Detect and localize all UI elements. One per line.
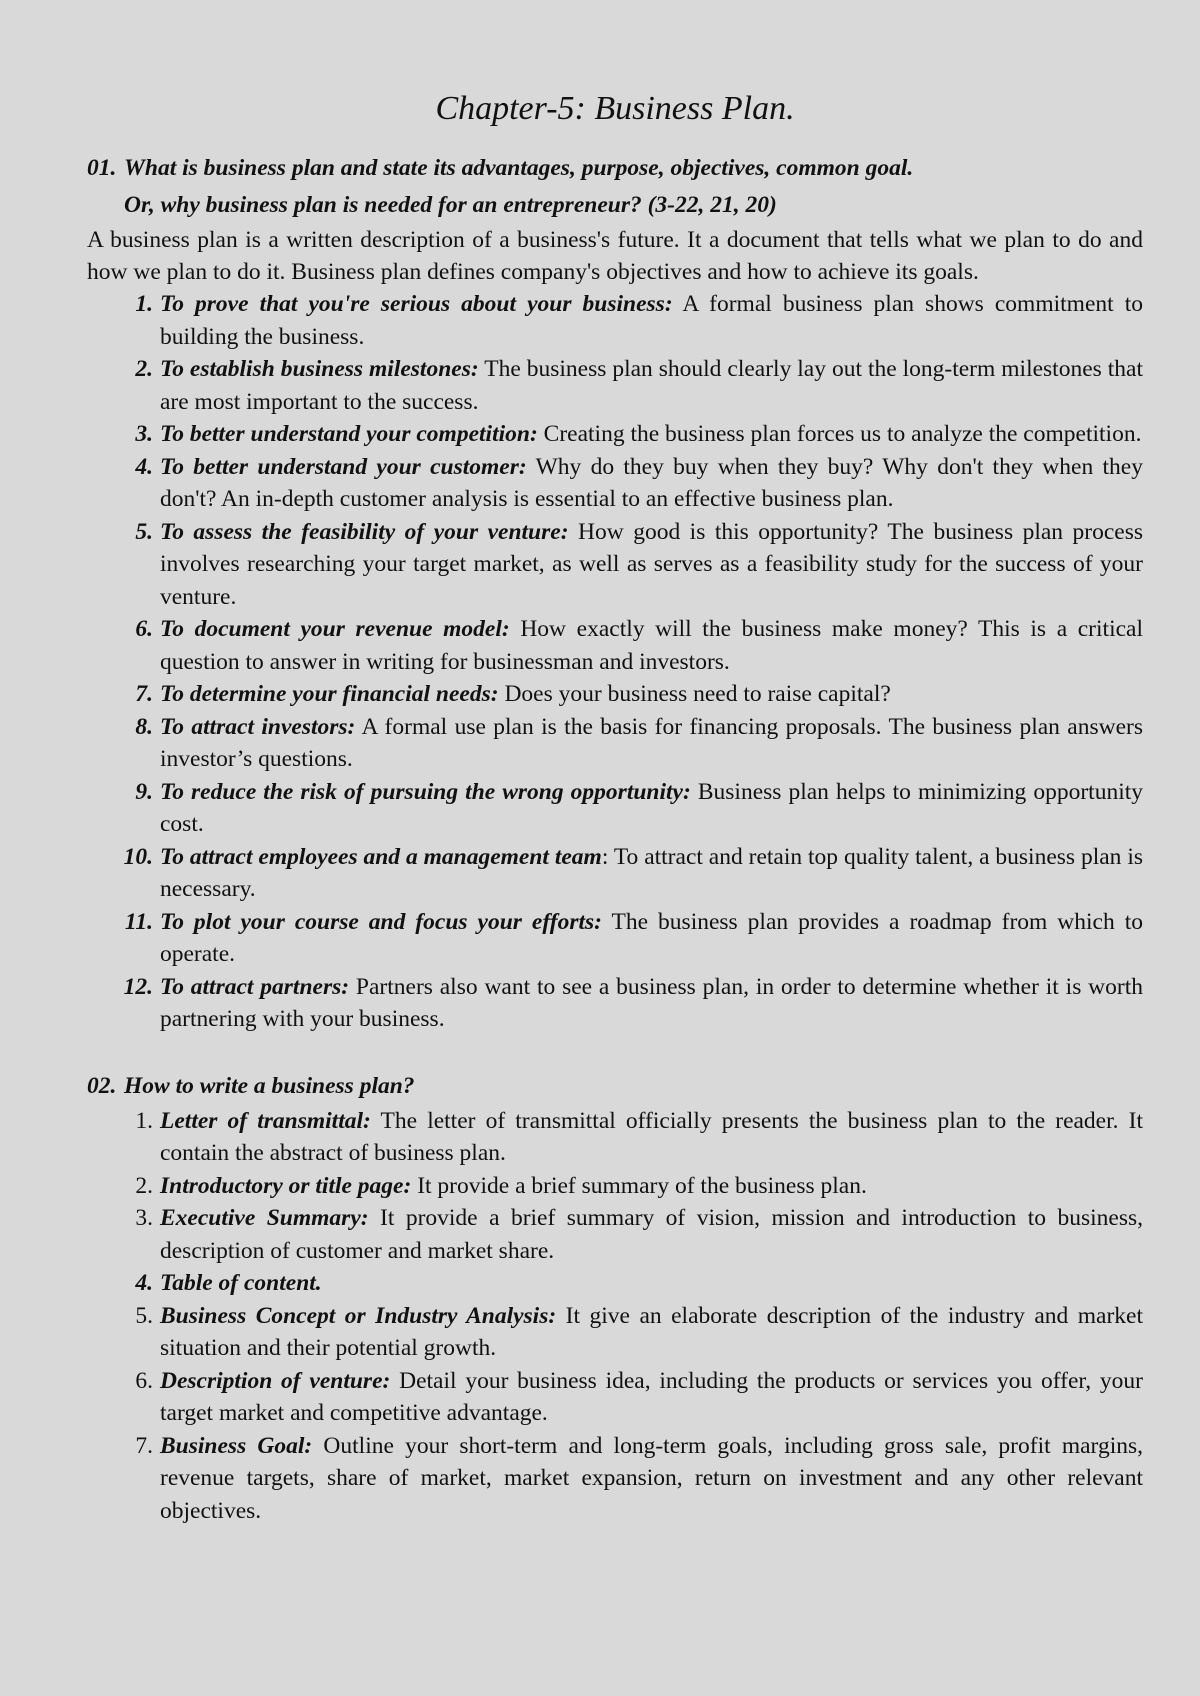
list-item-heading: Description of venture: — [160, 1367, 391, 1394]
list-item-text: It provide a brief summary of vision, mission and introduction to business, description of customer and market share. — [160, 1205, 1143, 1264]
list-item-text: It provide a brief summary of the business plan. — [411, 1172, 867, 1199]
steps-list — [87, 1105, 1143, 1528]
question-1 — [87, 150, 1143, 187]
list-item — [87, 711, 1143, 776]
list-item — [87, 776, 1143, 841]
list-item-number: 3. — [135, 421, 153, 447]
list-item-heading: Business Concept or Industry Analysis: — [160, 1302, 557, 1329]
list-item-heading: To document your revenue model: — [160, 616, 510, 642]
list-item-heading: To reduce the risk of pursuing the wrong opportunity: — [160, 778, 691, 805]
list-item-heading: Letter of transmittal: — [160, 1107, 371, 1134]
question-number: 02. — [87, 1072, 117, 1099]
list-item — [87, 971, 1143, 1036]
list-item-number: 3. — [135, 1205, 153, 1231]
list-item — [87, 906, 1143, 971]
advantages-list — [87, 288, 1143, 1036]
list-item-number: 9. — [135, 778, 153, 805]
list-item — [87, 1267, 1143, 1300]
intro-paragraph: A business plan is a written description of a business's future. It a document that tells what we plan to do and how we plan to do it. Business plan defines company's objectives and how to achieve its goals. — [87, 227, 1143, 285]
list-item — [87, 1170, 1143, 1203]
list-item-heading: To attract investors: — [160, 713, 356, 740]
question-text: What is business plan and state its advantages, purpose, objectives, common goal. — [124, 155, 914, 181]
list-item-text: A formal business plan shows commitment to building the business. — [160, 291, 1143, 350]
list-item-number: 7. — [135, 681, 153, 707]
list-item-heading: Introductory or title page: — [160, 1172, 412, 1199]
list-item-number: 11. — [124, 908, 153, 935]
list-item-text: Creating the business plan forces us to analyze the competition. — [537, 421, 1142, 447]
list-item-text: A formal use plan is the basis for financing proposals. The business plan answers investor’s questions. — [160, 713, 1143, 772]
list-item — [87, 613, 1143, 678]
list-item-number: 12. — [123, 973, 153, 1000]
list-item-number: 4. — [135, 453, 153, 480]
list-item — [87, 678, 1143, 711]
list-item-text: How exactly will the business make money? This is a critical question to answer in writing for businessman and investors. — [160, 616, 1143, 675]
list-item-text: Does your business need to raise capital? — [498, 681, 891, 707]
list-item-heading: Business Goal: — [160, 1432, 313, 1459]
list-item — [87, 288, 1143, 353]
list-item-heading: To establish business milestones: — [160, 356, 479, 382]
question-number: 01. — [87, 155, 117, 181]
list-item-text: How good is this opportunity? The business plan process involves researching your target market, as well as serves as a feasibility study for the success of your venture. — [160, 518, 1143, 610]
page-title: Chapter-5: Business Plan. — [435, 90, 795, 127]
list-item-number: 10. — [123, 843, 153, 870]
list-item-number: 8. — [135, 713, 153, 740]
list-item — [87, 1105, 1143, 1170]
list-item-heading: To attract employees and a management team — [160, 843, 602, 870]
list-item-heading: To better understand your competition: — [160, 421, 538, 447]
list-item — [87, 1430, 1143, 1528]
list-item — [87, 353, 1143, 418]
list-item — [87, 418, 1143, 451]
list-item-text: It give an elaborate description of the industry and market situation and their potential growth. — [160, 1302, 1144, 1361]
list-item-heading: Executive Summary: — [160, 1205, 369, 1231]
list-item — [87, 516, 1143, 614]
list-item-number: 5. — [135, 1302, 153, 1329]
list-item-text: The letter of transmittal officially presents the business plan to the reader. It contain the abstract of business plan. — [160, 1107, 1143, 1166]
list-item-text: Detail your business idea, including the products or services you offer, your target market and competitive advantage. — [160, 1367, 1143, 1426]
list-item-number: 2. — [135, 1172, 153, 1199]
list-item-number: 5. — [135, 518, 153, 545]
list-item-heading: To prove that you're serious about your business: — [160, 291, 673, 317]
list-item-number: 1. — [135, 291, 153, 317]
list-item-text: Partners also want to see a business plan, in order to determine whether it is worth partnering with your business. — [160, 973, 1144, 1032]
list-item-number: 1. — [135, 1107, 153, 1134]
list-item-heading: To plot your course and focus your efforts: — [160, 908, 602, 935]
list-item — [87, 1300, 1143, 1365]
list-item-text: Outline your short-term and long-term goals, including gross sale, profit margins, revenue targets, share of market, market expansion, return on investment and any other relevant objectives. — [160, 1432, 1143, 1524]
list-item-number: 6. — [135, 616, 153, 642]
list-item — [87, 451, 1143, 516]
list-item-text: The business plan provides a roadmap from which to operate. — [160, 908, 1143, 967]
list-item — [87, 1202, 1143, 1267]
list-item-heading: To determine your financial needs: — [160, 681, 499, 707]
list-item-text: Why do they buy when they buy? Why don't they when they don't? An in-depth customer analysis is essential to an effective business plan. — [160, 453, 1143, 512]
list-item-heading: To better understand your customer: — [160, 453, 527, 480]
list-item-text: Business plan helps to minimizing opportunity cost. — [160, 778, 1144, 837]
list-item — [87, 841, 1143, 906]
list-item-text: The business plan should clearly lay out the long-term milestones that are most important to the success. — [160, 356, 1143, 415]
list-item-heading: To assess the feasibility of your venture: — [160, 518, 569, 545]
question-2 — [87, 1068, 1143, 1105]
question-1-alt: Or, why business plan is needed for an entrepreneur? (3-22, 21, 20) — [124, 192, 777, 218]
list-item-number: 6. — [135, 1367, 153, 1394]
list-item — [87, 1365, 1143, 1430]
question-text: How to write a business plan? — [124, 1072, 415, 1099]
list-item-text: : To attract and retain top quality talent, a business plan is necessary. — [160, 843, 1143, 902]
list-item-heading: To attract partners: — [160, 973, 350, 1000]
list-item-heading: Table of content. — [160, 1270, 322, 1296]
list-item-number: 7. — [135, 1432, 153, 1459]
list-item-number: 4. — [135, 1270, 153, 1296]
list-item-number: 2. — [135, 356, 153, 382]
